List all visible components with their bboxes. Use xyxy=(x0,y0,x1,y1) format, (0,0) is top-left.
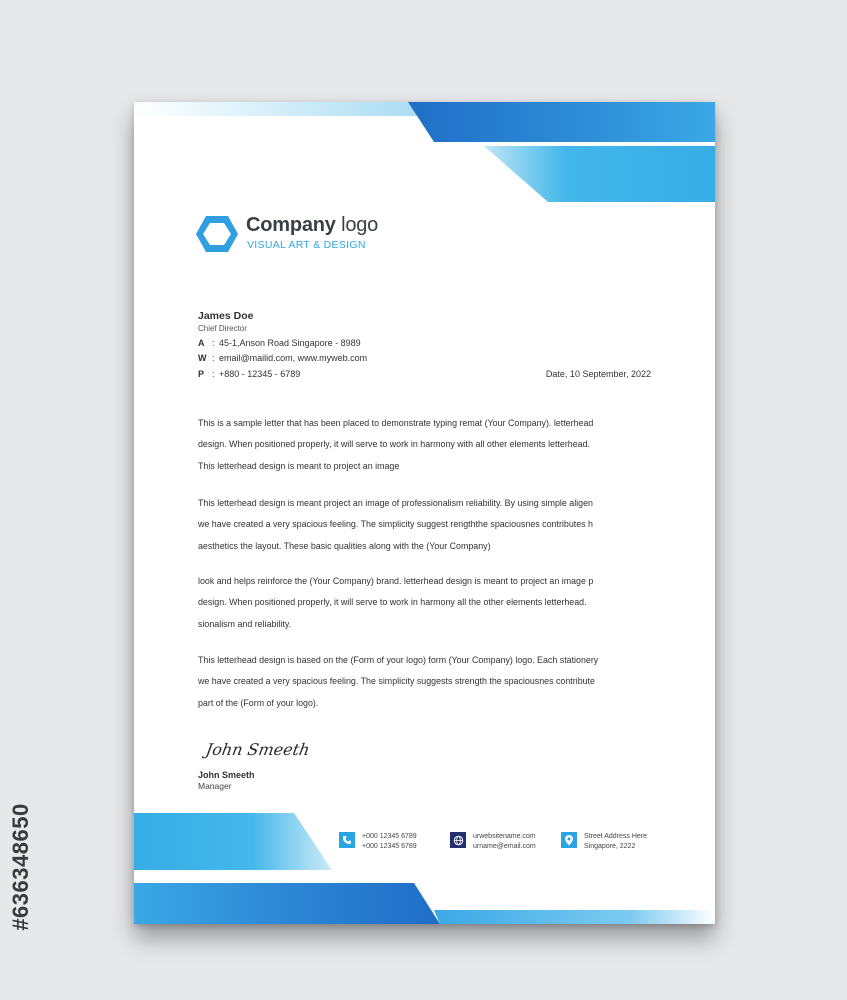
paragraph-line: design. When positioned properly, it will serve to work in harmony with all other elements letterhead. xyxy=(198,439,591,450)
paragraph-line: sionalism and reliability. xyxy=(198,618,292,629)
contact-address: A : 45-1,Anson Road Singapore - 8989 xyxy=(198,338,361,348)
paragraph-line: This letterhead design is based on the (Form of your logo) form (Your Company) logo. Each stationery xyxy=(198,655,599,665)
footer-line: +000 12345 6789 xyxy=(362,843,417,850)
handwritten-signature: John Smeeth xyxy=(204,740,312,759)
top-blue-band xyxy=(408,102,715,142)
paragraph-2 xyxy=(198,493,650,557)
letter-date: Date, 10 September, 2022 xyxy=(545,369,651,379)
paragraph-line: look and helps reinforce the (Your Company) brand. letterhead design is meant to project an image p xyxy=(198,576,594,586)
signatory-title: Manager xyxy=(198,781,232,791)
bottom-cyan-band xyxy=(134,813,332,870)
contact-key: P xyxy=(198,369,205,379)
logo-tagline: VISUAL ART & DESIGN xyxy=(247,239,366,251)
footer-line: urname@email.com xyxy=(473,843,536,850)
paragraph-1 xyxy=(198,413,650,477)
paragraph-line: we have created a very spacious feeling. The simplicity suggest rengththe spaciousnes contributes h xyxy=(198,519,593,530)
paragraph-line: design. When positioned properly, it will serve to work in harmony all the other elements letterhead. xyxy=(198,597,587,608)
contact-value: +880 - 12345 - 6789 xyxy=(219,369,301,379)
footer-line: +000 12345 6789 xyxy=(362,833,417,840)
bottom-right-strip xyxy=(434,910,715,924)
logo-light-word: logo xyxy=(341,214,379,236)
hexagon-icon xyxy=(196,214,238,254)
company-logo-text xyxy=(246,214,378,237)
logo-bold-word: Company xyxy=(246,214,336,236)
contact-value: email@mailid.com, www.myweb.com xyxy=(219,353,368,363)
footer-line: urwebsitename.com xyxy=(473,833,536,840)
bottom-decoration xyxy=(134,812,715,924)
paragraph-line: part of the (Form of your logo). xyxy=(198,697,319,708)
top-cyan-band xyxy=(484,146,715,202)
paragraph-line: This letterhead design is meant to project an image xyxy=(198,460,400,471)
paragraph-4 xyxy=(198,650,650,714)
top-left-strip xyxy=(134,102,424,116)
contact-phone: P : +880 - 12345 - 6789 xyxy=(198,369,301,379)
contact-key: W xyxy=(198,353,207,363)
paragraph-3 xyxy=(198,571,650,635)
top-decoration xyxy=(134,102,715,222)
paragraph-line: This letterhead design is meant project an image of professionalism reliability. By using simple aligen xyxy=(198,498,593,508)
sender-title: Chief Director xyxy=(198,324,247,333)
footer-line: Singapore, 2222 xyxy=(584,843,636,850)
paragraph-line: This is a sample letter that has been placed to demonstrate typing remat (Your Company). letterhead xyxy=(198,418,594,428)
paragraph-line: aesthetics the layout. These basic qualities along with the (Your Company) xyxy=(198,540,491,551)
bottom-blue-band xyxy=(134,883,440,924)
letterhead-sheet xyxy=(134,102,715,924)
contact-web: W : email@mailid.com, www.myweb.com xyxy=(198,353,368,363)
paragraph-line: we have created a very spacious feeling. The simplicity suggests strength the spaciousnes contribute xyxy=(198,676,595,687)
signatory-name: John Smeeth xyxy=(198,770,255,780)
contact-key: A xyxy=(198,338,205,348)
stock-id-vertical xyxy=(8,757,34,977)
stock-id-text: #636348650 xyxy=(8,803,33,931)
sender-name: James Doe xyxy=(198,310,254,322)
contact-value: 45-1,Anson Road Singapore - 8989 xyxy=(219,338,361,348)
footer-line: Street Address Here xyxy=(584,833,648,840)
